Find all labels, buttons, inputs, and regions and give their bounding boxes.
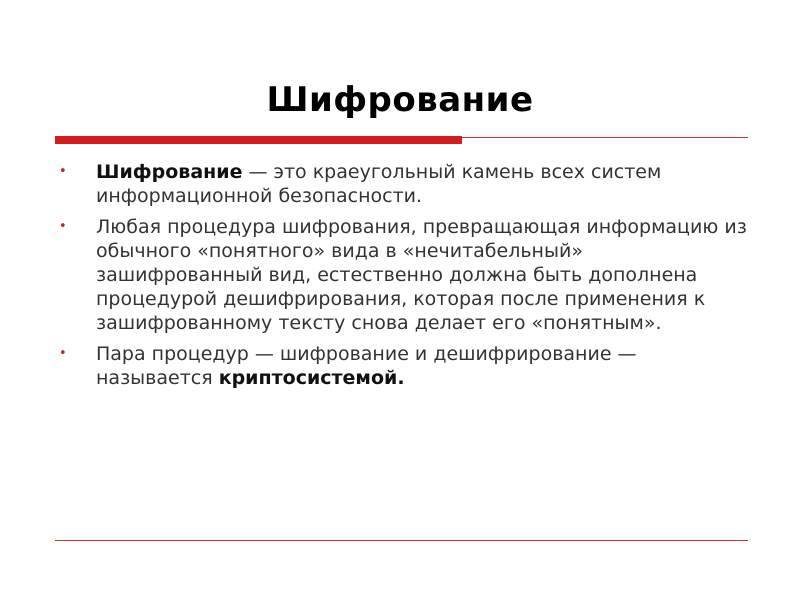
bullet-2-text: Любая процедура шифрования, превращающая информацию из обычного «понятного» вида в «нечитабельный» зашифрованный вид, естественно должна быть дополнена процедурой дешифрирования, которая после применения к зашифрованному тексту снова делает его «понятным». [96,216,747,334]
bullet-1-bold-term: Шифрование [96,161,243,183]
bullet-3-text: Пара процедур — шифрование и дешифрирование — называется [96,343,637,389]
bullet-dot-icon: • [59,164,67,179]
title-underline-thick [55,136,462,144]
footer-rule [55,540,748,541]
bullet-1-text: — это краеугольный камень всех систем информационной безопасности. [96,161,662,207]
bullet-item-1 [55,160,755,208]
bullet-list [55,160,755,397]
bullet-dot-icon: • [59,219,67,234]
slide-title: Шифрование [266,80,534,120]
bullet-3-bold-term: криптосистемой. [218,367,405,389]
bullet-item-2 [55,215,755,335]
bullet-dot-icon: • [59,346,67,361]
bullet-item-3 [55,342,755,390]
